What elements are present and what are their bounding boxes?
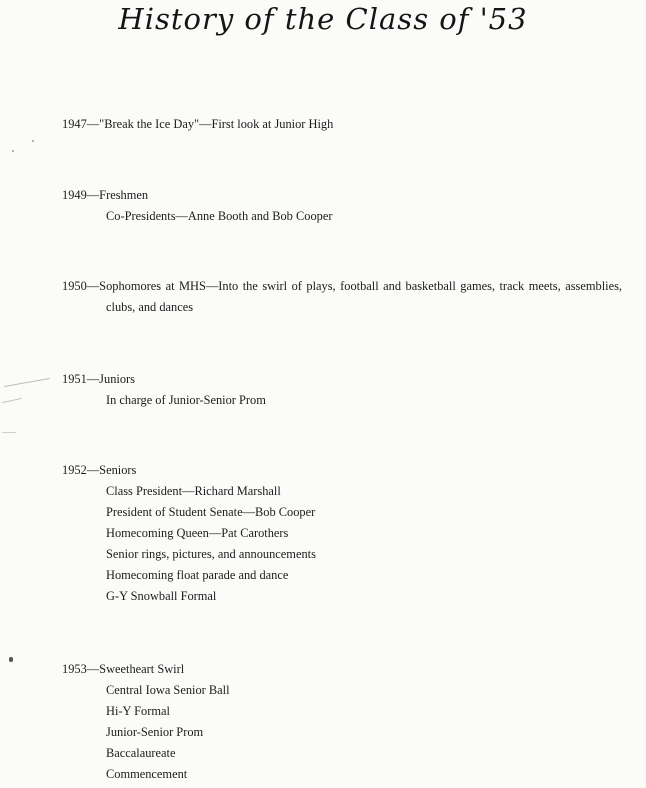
entry-year: 1951: [62, 372, 87, 386]
timeline-entry-1952: [62, 460, 622, 607]
entry-item: Class President—Richard Marshall: [106, 484, 281, 498]
entry-item: In charge of Junior-Senior Prom: [106, 393, 266, 407]
entry-item: Hi-Y Formal: [106, 704, 170, 718]
scan-mark: [32, 140, 34, 142]
entry-heading: 1950—Sophomores at MHS—Into the swirl of plays, football and basketball games, track meets, assemblies, clubs, and dances: [62, 279, 622, 314]
scan-mark: [9, 657, 13, 662]
entry-text: Sophomores at MHS—Into the swirl of plays, football and basketball games, track meets, assemblies, clubs, and dances: [99, 279, 622, 314]
entry-year: 1947: [62, 117, 87, 131]
entry-item: Central Iowa Senior Ball: [106, 683, 230, 697]
entry-text: Freshmen: [99, 188, 149, 202]
timeline-entry-1953: [62, 659, 622, 785]
entry-item: Senior rings, pictures, and announcements: [106, 547, 316, 561]
entry-item: Baccalaureate: [106, 746, 176, 760]
entry-item: President of Student Senate—Bob Cooper: [106, 505, 316, 519]
scan-mark: [4, 378, 49, 387]
entry-item: Co-Presidents—Anne Booth and Bob Cooper: [106, 209, 333, 223]
entry-heading: 1953—Sweetheart Swirl: [62, 662, 185, 676]
timeline-entry-1947: [62, 114, 622, 135]
entry-item: Commencement: [106, 767, 188, 781]
entry-text: Seniors: [99, 463, 137, 477]
entry-item: Homecoming float parade and dance: [106, 568, 289, 582]
entry-item: G-Y Snowball Formal: [106, 589, 217, 603]
entry-item: Junior-Senior Prom: [106, 725, 204, 739]
timeline-entry-1951: [62, 369, 622, 411]
entry-heading: 1952—Seniors: [62, 463, 137, 477]
page-title: History of the Class of '53: [118, 2, 528, 36]
scan-mark: [2, 398, 22, 403]
timeline-entry-1950: [62, 276, 622, 318]
entry-year: 1953: [62, 662, 87, 676]
entry-heading: 1951—Juniors: [62, 372, 135, 386]
entry-text: Juniors: [99, 372, 135, 386]
entry-year: 1950: [62, 279, 87, 293]
scan-mark: [12, 150, 14, 152]
entry-text: "Break the Ice Day"—First look at Junior High: [99, 117, 334, 131]
entry-year: 1952: [62, 463, 87, 477]
timeline-entry-1949: [62, 185, 622, 227]
scan-mark: [2, 432, 16, 433]
entry-text: Sweetheart Swirl: [99, 662, 185, 676]
entry-year: 1949: [62, 188, 87, 202]
entry-heading: 1949—Freshmen: [62, 188, 149, 202]
entry-item: Homecoming Queen—Pat Carothers: [106, 526, 289, 540]
entry-heading: 1947—"Break the Ice Day"—First look at Junior High: [62, 117, 334, 131]
